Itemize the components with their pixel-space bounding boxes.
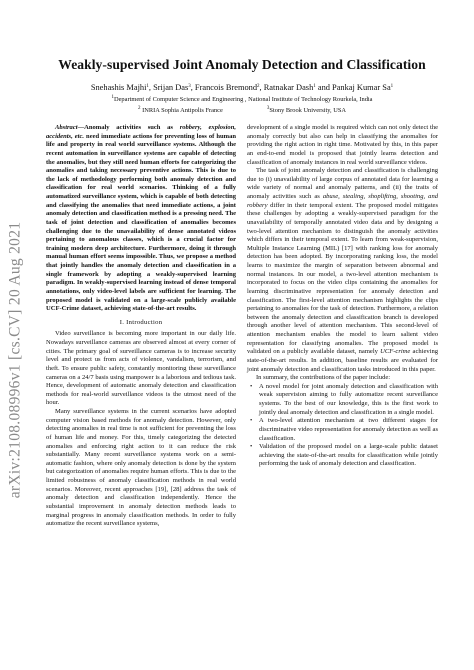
left-column bbox=[46, 124, 236, 529]
contribution-item: • A two-level attention mechanism at two different stages for discriminative video representation for anomaly detection as well as classification. bbox=[247, 417, 438, 443]
affiliation-line-1 bbox=[30, 96, 454, 103]
abstract-lead: Abstract bbox=[55, 124, 78, 131]
author-affiliation-mark: 3 bbox=[188, 84, 191, 89]
contribution-item: • Validation of the proposed model on a large-scale public dataset achieving the state-of-the-art results for classification while jointly performing the task of anomaly detection and classification. bbox=[247, 443, 438, 469]
abstract-emphasis: robbery, explosion, accidents, etc. bbox=[46, 124, 236, 140]
body-emphasis: abuse, stealing, shoplifting, shooting, and robbery bbox=[247, 193, 438, 209]
author-affiliation-mark: 2 bbox=[257, 84, 260, 89]
author-list: Snehashis Majhi$^1$, Srijan Das$^3$, Francois Bremond$^2$, Ratnakar Dash$^1$ and Pankaj Kumar Sa$^1$ bbox=[90, 83, 394, 92]
affiliation-text: INRIA Sophia Antipolis France bbox=[142, 107, 223, 114]
author-name: Francois Bremond bbox=[194, 83, 258, 92]
author-name: Pankaj Kumar Sa bbox=[332, 83, 391, 92]
arxiv-stamp-text: arXiv:2108.08996v1 [cs.CV] 20 Aug 2021 bbox=[6, 221, 24, 499]
body-paragraph: In summary, the contributions of the paper include: bbox=[256, 374, 391, 382]
abstract bbox=[46, 124, 236, 314]
affiliation-mark: 2 bbox=[137, 106, 141, 111]
intro-paragraph: Many surveillance systems in the current scenarios have adopted computer vision based methods for anomaly detection. However, only detecting anomalies in real time is not sufficient for preventing the loss of human life and money. For this, timely categorizing the detected anomalies and enforcing right action to it can reduce the risk substantially. Many recent surveillance systems work on a semi-automatic fashion, where only anomaly detection is done by the system but categorization of anomalies require human efforts. This is due to the limited robustness of anomaly classification methods in real world scenarios. Moreover, recent approaches [19], [28] address the task of anomaly detection and classification independently. Hence the substantial improvement in anomaly detection methods leads to marginal progress in anomaly classification methods. In order to fully automatize the recent surveillance systems, bbox=[46, 408, 236, 528]
paper-title: Weakly-supervised Joint Anomaly Detection and Classification bbox=[58, 57, 426, 72]
body-paragraph bbox=[247, 167, 438, 374]
author-name: Snehashis Majhi bbox=[90, 83, 147, 92]
arxiv-stamp bbox=[4, 195, 26, 525]
dataset-name: UCF-crime bbox=[380, 348, 411, 356]
affiliation-line-2 bbox=[30, 107, 454, 114]
intro-paragraph: Video surveillance is becoming more important in our daily life. Nowadays surveillance cameras are observed almost at every corner of cities. The primary goal of surveillance cameras is to increase security level and protect us from acts of violence, vandalism, terrorism, and theft. To ensure public safety, constantly monitoring these surveillance cameras on a 24/7 basis using manpower is a laborious and tedious task. Hence, development of automatic anomaly detection and classification methods for real-world surveillance videos is the utmost need of the hour. bbox=[46, 330, 236, 407]
author-name: Srijan Das bbox=[153, 83, 189, 92]
author-affiliation-mark: 1 bbox=[313, 84, 316, 89]
right-column bbox=[247, 124, 438, 469]
affiliation-text: Department of Computer Science and Engineering , National Institute of Technology Rourkela, India bbox=[113, 96, 373, 103]
author-affiliation-mark: 1 bbox=[390, 84, 394, 89]
body-text: The task of joint anomaly detection and classification is challenging due to (i) unavailability of large corpus of annotated data for learning a wide variety of normal and anomaly patterns, and (ii) the traits of anomaly activities such as bbox=[247, 167, 438, 200]
affiliation-mark: 1 bbox=[111, 95, 114, 100]
body-paragraph: development of a single model is required which can not only detect the anomaly correctly but also can help in classifying the anomalies for providing the right action in right time. Motivated by this, in this paper an end-to-end model is proposed that jointly learns detection and classification of anomaly instances in real world surveillance videos. bbox=[247, 124, 438, 166]
contribution-item: • A novel model for joint anomaly detection and classification with weak supervision aiming to fully automatize recent surveillance systems. To the best of our knowledge, this is the first work to jointly deal anomaly detection and classification in a single model. bbox=[247, 383, 438, 418]
abstract-dash: — bbox=[77, 124, 85, 131]
abstract-text: Anomaly activities such as bbox=[84, 124, 180, 131]
author-name: Ratnakar Dash bbox=[263, 83, 314, 92]
body-text: differ in their temporal extent. The proposed model mitigates these challenges by adopting a weakly-supervised paradigm for the unavailability of temporally annotated video data and by designing a two-level attention mechanism to distinguish the anomaly activities which differs in their temporal extent. To learn from weak-supervision, Multiple Instance Learning (MIL) [17] with ranking loss for anomaly detection has been adopted. By incorporating ranking loss, the model learns to maximize the margin of separation between abnormal and normal instances. In our model, a two-level attention mechanism is incorporated to focus on the video clips containing the anomalies for learning discriminative representation for anomaly detection and classification. The first-level attention mechanism highlights the clips pertaining to anomalies for the task of detection. Furthermore, a relation between the anomaly detection and classification branch is developed through another level of attention mechanism. This second-level of attention mechanism enables the model to learn salient video representation for classifying anomalies. The proposed model is validated on a publicly available dataset, namely bbox=[247, 201, 438, 356]
author-affiliation-mark: 1 bbox=[146, 84, 149, 89]
abstract-text: need immediate actions for preventing loss of human life and property in real world surveillance systems. Although the recent automation in surveillance systems are capable of detecting the anomalies, but they still need human efforts for categorizing the anomalies and taking necessary preventive actions. This is due to the lack of methodology performing both anomaly detection and classification for real world scenarios. Thinking of a fully automatized surveillance system, which is capable of both detecting and classifying the anomalies that need immediate actions, a joint anomaly detection and classification method is a pressing need. The task of joint detection and classification of anomalies becomes challenging due to the unavailability of dense annotated videos pertaining to anomalous classes, which is a crucial factor for training modern deep architecture. Furthermore, doing it through manual human effort seems impossible. Thus, we propose a method that jointly handles the anomaly detection and classification in a single framework by adopting a weakly-supervised learning paradigm. In weakly-supervised learning instead of dense temporal annotations, only video-level labels are sufficient for learning. The proposed model is validated on a large-scale publicly available UCF-Crime dataset, achieving state-of-the-art results. bbox=[46, 132, 236, 313]
affiliation-mark: 3 bbox=[266, 106, 270, 111]
contribution-list bbox=[247, 383, 438, 469]
affiliation-text: Stony Brook University, USA bbox=[269, 107, 346, 114]
body-text: achieving state-of-the-art results. In addition, baseline results are evaluated for joint anomaly detection and classification tasks introduced in this paper. bbox=[247, 348, 438, 373]
section-heading-introduction: I. Introduction bbox=[119, 318, 163, 326]
